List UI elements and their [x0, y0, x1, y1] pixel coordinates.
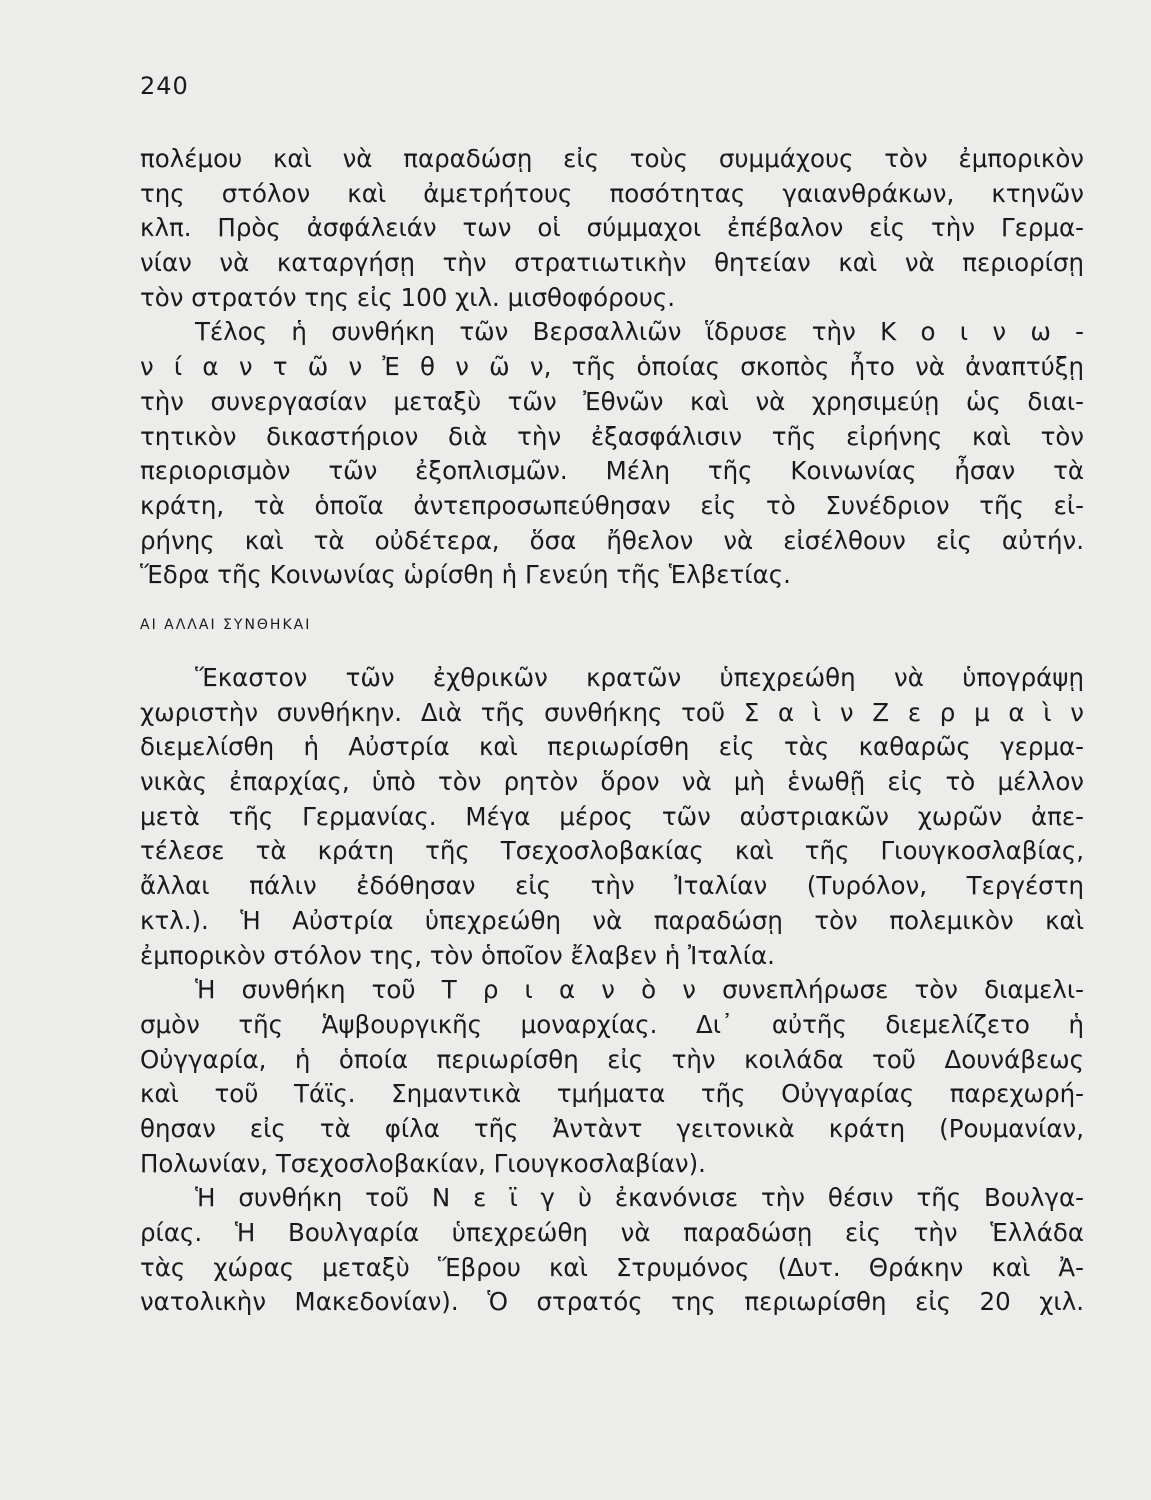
- text-line: καὶ τοῦ Τάϊς. Σημαντικὰ τμήματα τῆς Οὐγγαρίας παρεχωρή-: [140, 1079, 1084, 1109]
- text-line: τητικὸν δικαστήριον διὰ τὴν ἐξασφάλισιν τῆς εἰρήνης καὶ τὸν: [140, 421, 1084, 451]
- text-line: διεμελίσθη ἡ Αὐστρία καὶ περιωρίσθη εἰς τὰς καθαρῶς γερμα-: [140, 732, 1084, 762]
- text-line: της στόλον καὶ ἀμετρήτους ποσότητας γαιανθράκων, κτηνῶν: [140, 178, 1084, 208]
- text-line: Πολωνίαν, Τσεχοσλοβακίαν, Γιουγκοσλαβίαν).: [140, 1148, 706, 1178]
- text-block-versailles: [140, 142, 1084, 593]
- text-line: Ἕκαστον τῶν ἐχθρικῶν κρατῶν ὑπεχρεώθη νὰ ὑπογράψῃ: [195, 663, 1084, 692]
- text-line: τέλεσε τὰ κράτη τῆς Τσεχοσλοβακίας καὶ τῆς Γιουγκοσλαβίας,: [140, 836, 1084, 866]
- text-line: νίαν νὰ καταργήσῃ τὴν στρατιωτικὴν θητείαν καὶ νὰ περιορίσῃ: [140, 248, 1084, 278]
- text-line: Οὐγγαρία, ἡ ὁποία περιωρίσθη εἰς τὴν κοιλάδα τοῦ Δουνάβεως: [140, 1044, 1084, 1074]
- text-line: πολέμου καὶ νὰ παραδώσῃ εἰς τοὺς συμμάχους τὸν ἐμπορικὸν: [140, 144, 1084, 173]
- section-heading: ΑΙ ΑΛΛΑΙ ΣΥΝΘΗΚΑΙ: [140, 617, 312, 633]
- text-line: ν ί α ν τ ῶ ν Ἐ θ ν ῶ ν, τῆς ὁποίας σκοπὸς ἦτο νὰ ἀναπτύξῃ: [140, 352, 1084, 382]
- text-line: Ἕδρα τῆς Κοινωνίας ὡρίσθη ἡ Γενεύη τῆς Ἑλβετίας.: [140, 560, 791, 590]
- text-line: ἄλλαι πάλιν ἐδόθησαν εἰς τὴν Ἰταλίαν (Τυρόλον, Τεργέστη: [140, 871, 1084, 901]
- text-line: ρίας. Ἡ Βουλγαρία ὑπεχρεώθη νὰ παραδώσῃ εἰς τὴν Ἑλλάδα: [140, 1218, 1084, 1247]
- text-line: ρήνης καὶ τὰ οὐδέτερα, ὅσα ἤθελον νὰ εἰσέλθουν εἰς αὐτήν.: [140, 525, 1084, 555]
- text-line: κράτη, τὰ ὁποῖα ἀντεπροσωπεύθησαν εἰς τὸ Συνέδριον τῆς εἰ-: [140, 490, 1084, 520]
- text-line: θησαν εἰς τὰ φίλα τῆς Ἀντὰντ γειτονικὰ κράτη (Ρουμανίαν,: [140, 1113, 1084, 1143]
- text-line: τὰς χώρας μεταξὺ Ἕβρου καὶ Στρυμόνος (Δυτ. Θράκην καὶ Ἀ-: [140, 1252, 1084, 1282]
- text-line: μετὰ τῆς Γερμανίας. Μέγα μέρος τῶν αὐστριακῶν χωρῶν ἀπε-: [140, 801, 1084, 831]
- text-line: Τέλος ἡ συνθήκη τῶν Βερσαλλιῶν ἵδρυσε τὴν Κ ο ι ν ω -: [195, 317, 1084, 347]
- page-number: 240: [140, 72, 189, 100]
- text-line: περιορισμὸν τῶν ἐξοπλισμῶν. Μέλη τῆς Κοινωνίας ἦσαν τὰ: [140, 456, 1084, 486]
- text-line: τὴν συνεργασίαν μεταξὺ τῶν Ἐθνῶν καὶ νὰ χρησιμεύῃ ὡς διαι-: [140, 386, 1084, 416]
- text-line: ἐμπορικὸν στόλον της, τὸν ὁποῖον ἔλαβεν ἡ Ἰταλία.: [140, 940, 775, 970]
- text-line: νικὰς ἐπαρχίας, ὑπὸ τὸν ρητὸν ὅρον νὰ μὴ ἑνωθῇ εἰς τὸ μέλλον: [140, 767, 1084, 797]
- text-block-other-treaties: [140, 661, 1084, 1320]
- text-line: νατολικὴν Μακεδονίαν). Ὁ στρατός της περιωρίσθη εἰς 20 χιλ.: [140, 1287, 1084, 1317]
- text-line: τὸν στρατόν της εἰς 100 χιλ. μισθοφόρους.: [140, 282, 676, 312]
- text-line: κτλ.). Ἡ Αὐστρία ὑπεχρεώθη νὰ παραδώσῃ τὸν πολεμικὸν καὶ: [140, 905, 1084, 935]
- text-line: χωριστὴν συνθήκην. Διὰ τῆς συνθήκης τοῦ Σ α ὶ ν Ζ ε ρ μ α ὶ ν: [140, 697, 1084, 727]
- text-line: κλπ. Πρὸς ἀσφάλειάν των οἱ σύμμαχοι ἐπέβαλον εἰς τὴν Γερμα-: [140, 213, 1084, 243]
- text-line: Ἡ συνθήκη τοῦ Ν ε ϊ γ ὺ ἐκανόνισε τὴν θέσιν τῆς Βουλγα-: [195, 1183, 1084, 1213]
- text-line: σμὸν τῆς Ἁψβουργικῆς μοναρχίας. Δι᾽ αὐτῆς διεμελίζετο ἡ: [140, 1009, 1084, 1039]
- text-line: Ἡ συνθήκη τοῦ Τ ρ ι α ν ὸ ν συνεπλήρωσε τὸν διαμελι-: [195, 975, 1084, 1005]
